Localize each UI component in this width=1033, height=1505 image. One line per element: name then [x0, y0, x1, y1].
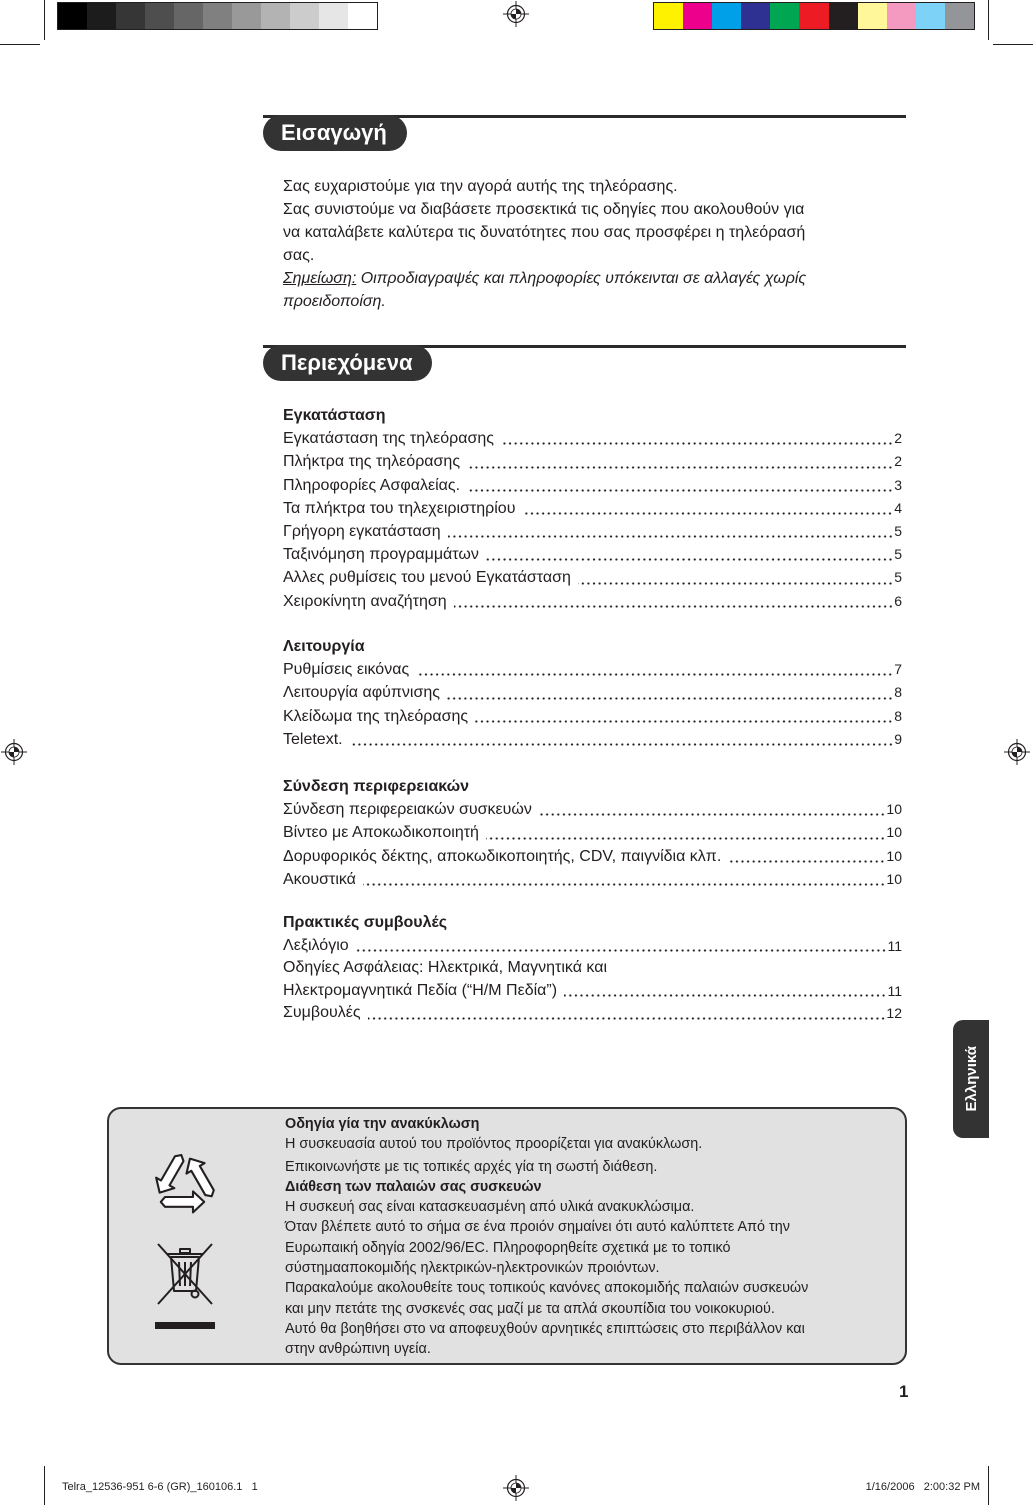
color-swatch: [654, 3, 683, 29]
toc-entry-label: Χειροκίνητη αναζήτηση: [283, 592, 447, 610]
toc-page-number: 6: [894, 592, 902, 609]
toc-entry: [283, 474, 902, 497]
toc-section: [283, 635, 902, 751]
color-swatch: [829, 3, 858, 29]
registration-mark-icon: [503, 1, 529, 27]
recycling-instructions: [285, 1114, 808, 1360]
gray-swatch: [145, 3, 174, 29]
toc-entry-label: Εγκατάσταση της τηλεόρασης: [283, 430, 494, 448]
toc-section-title: Σύνδεση περιφερειακών: [283, 778, 470, 795]
toc-page-number: 4: [894, 499, 902, 516]
dot-leader: [578, 566, 893, 589]
toc-entry: [283, 543, 902, 566]
dot-leader: [522, 497, 893, 520]
toc-page-number: 7: [894, 661, 902, 678]
process-color-calibration-bar: [653, 2, 975, 30]
toc-section-title: Λειτουργία: [283, 638, 365, 655]
grayscale-calibration-bar: [57, 2, 378, 30]
packaging-title: Οδηγία γία την ανακύκλωση: [285, 1116, 480, 1132]
note-line: προειδοποίση.: [283, 293, 386, 310]
toc-entry-label: Λειτουργία αφύπνισης: [283, 684, 440, 702]
crop-mark: [44, 0, 45, 40]
dot-leader: [467, 450, 893, 473]
gray-swatch: [203, 3, 232, 29]
dot-leader: [564, 980, 886, 1003]
registration-mark-icon: [1, 739, 27, 765]
toc-entry-label: Ακουστικά: [283, 870, 356, 888]
crop-mark: [993, 44, 1033, 45]
toc-section-title: Πρακτικές συμβουλές: [283, 914, 448, 931]
gray-swatch: [290, 3, 319, 29]
dot-leader: [728, 845, 885, 868]
toc-entry-label: Τα πλήκτρα του τηλεχειριστηρίου: [283, 499, 516, 517]
color-swatch: [712, 3, 741, 29]
toc-entry: [283, 798, 902, 821]
toc-page-number: 11: [887, 937, 902, 954]
toc-entry-label: Πλήκτρα της τηλεόρασης: [283, 453, 461, 471]
color-swatch: [799, 3, 828, 29]
toc-section-title: Εγκατάσταση: [283, 407, 386, 424]
toc-entry-label-continued: Οδηγίες Ασφάλειας: Ηλεκτρικά, Μαγνητικά και: [283, 959, 607, 976]
color-swatch: [741, 3, 770, 29]
toc-page-number: 8: [894, 707, 902, 724]
intro-heading: Εισαγωγή: [263, 115, 407, 151]
toc-entry-label: Βίντεο με Αποκωδικοποιητή: [283, 824, 479, 842]
page-number: 1: [899, 1382, 909, 1401]
recycling-line: Η συσκευή σας είναι κατασκευασμένη από υλικά ανακυκλώσιμα.: [285, 1199, 695, 1216]
crop-mark: [44, 1466, 45, 1505]
toc-entry: [283, 821, 902, 844]
gray-swatch: [348, 3, 377, 29]
toc-page-number: 11: [887, 982, 902, 999]
color-swatch: [770, 3, 799, 29]
toc-page-number: 2: [894, 453, 902, 470]
toc-entry: [283, 980, 902, 1003]
crossed-bin-icon: [155, 1242, 215, 1306]
toc-entry: [283, 705, 902, 728]
toc-page-number: 12: [886, 1005, 902, 1021]
recycling-line: σύστημααποκομιδής ηλεκτρικών-ηλεκτρονικών προιόντων.: [285, 1260, 660, 1277]
toc-page-number: 8: [894, 684, 902, 701]
color-swatch: [945, 3, 974, 29]
dot-leader: [447, 681, 893, 704]
toc-page-number: 10: [886, 824, 902, 841]
note-text: Οιπροδιαγραψές και πληροφορίες υπόκεινται σε αλλαγές χωρίς: [356, 270, 807, 287]
dot-leader: [486, 543, 893, 566]
dot-leader: [454, 590, 894, 613]
toc-entry: [283, 935, 902, 958]
contents-heading: Περιεχόμενα: [263, 345, 432, 381]
toc-page-number: 5: [894, 546, 902, 563]
toc-entry-label: Δορυφορικός δέκτης, αποκωδικοποιητής, CDV, παιγνίδια κλπ.: [283, 847, 722, 865]
gray-swatch: [174, 3, 203, 29]
toc-page-number: 9: [894, 730, 902, 747]
note-line: [283, 267, 806, 290]
toc-entry: [283, 450, 902, 473]
recycling-line: στην ανθρώπινη υγεία.: [285, 1341, 431, 1358]
dot-leader: [448, 520, 894, 543]
color-swatch: [887, 3, 916, 29]
registration-mark-icon: [503, 1475, 529, 1501]
toc-entry: [283, 845, 902, 868]
dot-leader: [539, 798, 886, 821]
toc-entry-label: Πληροφορίες Ασφαλείας.: [283, 476, 461, 494]
gray-swatch: [87, 3, 116, 29]
toc-page-number: 5: [894, 569, 902, 586]
toc-entry: [283, 566, 902, 589]
toc-entry: [283, 868, 902, 891]
toc-entry: [283, 497, 902, 520]
toc-entry-label: Σύνδεση περιφερειακών συσκευών: [283, 801, 532, 819]
toc-entry-label: Συμβουλές: [283, 1004, 361, 1021]
toc-page-number: 2: [894, 430, 902, 447]
gray-swatch: [116, 3, 145, 29]
crop-mark: [0, 44, 40, 45]
intro-line: σας.: [283, 247, 315, 264]
disposal-title: Διάθεση των παλαιών σας συσκευών: [285, 1178, 542, 1195]
toc-entry: [283, 520, 902, 543]
recycling-line: Επικοινωνήστε με τις τοπικές αρχές γία τη σωστή διάθεση.: [285, 1158, 658, 1175]
dot-leader: [416, 658, 893, 681]
toc-entry: [283, 658, 902, 681]
recycling-line: Όταν βλέπετε αυτό το σήμα σε ένα προιόν σημαίνει ότι αυτό καλύπτετε Από την: [285, 1219, 790, 1236]
toc-entry-label: Ταξινόμηση προγραμμάτων: [283, 546, 479, 564]
toc-entry-label: Γρήγορη εγκατάσταση: [283, 522, 441, 540]
separate-collection-bar: [155, 1322, 215, 1329]
gray-swatch: [261, 3, 290, 29]
dot-leader: [486, 821, 885, 844]
toc-entry-label: Λεξιλόγιο: [283, 936, 349, 954]
dot-leader: [467, 474, 893, 497]
toc-entry: [283, 590, 902, 613]
toc-entry: [283, 728, 902, 751]
dot-leader: [350, 728, 894, 751]
color-swatch: [683, 3, 712, 29]
toc-section: [283, 912, 902, 1025]
toc-entry: [283, 1002, 902, 1025]
toc-section: [283, 775, 902, 891]
toc-page-number: 10: [886, 801, 902, 818]
crop-mark: [988, 0, 989, 40]
note-label: Σημείωση:: [283, 270, 357, 287]
registration-mark-icon: [1004, 739, 1030, 765]
footer-file-info: Telra_12536-951 6-6 (GR)_160106.1 1: [62, 1481, 258, 1493]
dot-leader: [363, 868, 885, 891]
toc-entry: [283, 681, 902, 704]
recycling-line: Ευρωπαική οδηγία 2002/96/EC. Πληροφορηθείτε σχετικά με το τοπικό: [285, 1239, 731, 1256]
toc-entry-label: Ηλεκτρομαγνητικά Πεδία (“H/M Πεδία”): [283, 981, 558, 999]
recycling-line: Αυτό θα βοηθήσει στο να αποφευχθούν αρνητικές επιπτώσεις στο περιβάλλον και: [285, 1320, 805, 1337]
intro-paragraph: [283, 175, 806, 313]
dot-leader: [356, 935, 887, 958]
toc-entry-label: Ρυθμίσεις εικόνας: [283, 661, 410, 679]
dot-leader: [475, 705, 893, 728]
color-swatch: [916, 3, 945, 29]
toc-section: [283, 404, 902, 613]
toc-entry-label: Αλλες ρυθμίσεις του μενού Εγκατάσταση: [283, 569, 571, 587]
recycle-icon: [151, 1148, 221, 1218]
language-tab-label: Ελληνικά: [962, 1046, 980, 1112]
intro-line: Σας ευχαριστούμε για την αγορά αυτής της τηλεόρασης.: [283, 178, 678, 195]
crop-mark: [988, 1466, 989, 1505]
toc-page-number: 5: [894, 522, 902, 539]
toc-entry-label: Teletext.: [283, 730, 343, 748]
language-tab: [953, 1020, 989, 1138]
intro-line: να καταλάβετε καλύτερα τις δυνατότητες που σας προσφέρει η τηλεόρασή: [283, 224, 806, 241]
recycling-line: Η συσκευασία αυτού του προϊόντος προορίζεται για ανακύκλωση.: [285, 1136, 703, 1153]
dot-leader: [501, 427, 893, 450]
dot-leader: [368, 1002, 886, 1025]
color-swatch: [858, 3, 887, 29]
gray-swatch: [58, 3, 87, 29]
gray-swatch: [232, 3, 261, 29]
footer-timestamp: 1/16/2006 2:00:32 PM: [865, 1481, 980, 1493]
toc-entry: [283, 427, 902, 450]
toc-page-number: 10: [886, 870, 902, 887]
toc-entry-label: Κλείδωμα της τηλεόρασης: [283, 707, 469, 725]
toc-page-number: 3: [894, 476, 902, 493]
toc-page-number: 10: [886, 847, 902, 864]
intro-line: Σας συνιστούμε να διαβάσετε προσεκτικά τις οδηγίες που ακολουθούν για: [283, 201, 805, 218]
recycling-line: Παρακαλούμε ακολουθείτε τους τοπικούς κανόνες αποκομιδής παλαιών συσκευών: [285, 1280, 809, 1297]
recycling-line: και μην πετάτε της σνσκενές σας μαζί με τα απλά σκουπίδια του νοικοκυριού.: [285, 1300, 775, 1317]
gray-swatch: [319, 3, 348, 29]
